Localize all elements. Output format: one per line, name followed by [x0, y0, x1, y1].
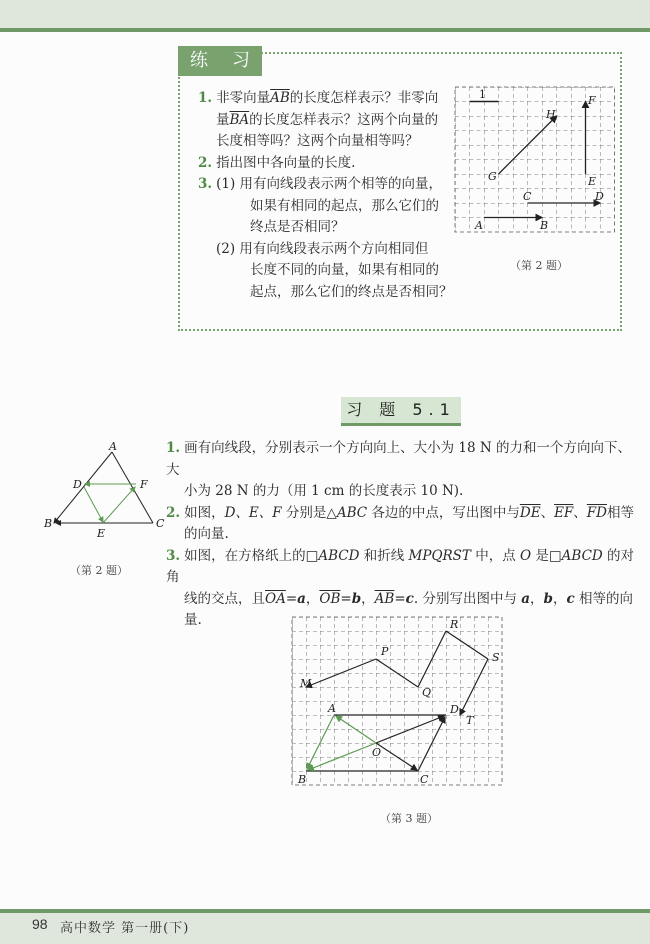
text: D、E、F — [224, 504, 282, 521]
text: 起点，那么它们的终点是否相同？ — [250, 283, 453, 300]
text: 的长度怎样表示？这两个向量的 — [249, 111, 439, 128]
text: = — [340, 590, 352, 607]
text: 相等的向 — [574, 590, 633, 607]
text: ABCD — [318, 547, 360, 564]
text: b — [543, 590, 553, 607]
vector-de: $\overline{DE}$ — [519, 504, 541, 521]
item-number: 3. — [198, 176, 213, 192]
triangle-figure — [40, 440, 170, 550]
exercise-title — [178, 46, 262, 76]
exercise-title-right: 习 — [232, 50, 250, 71]
text: 非零向量 — [216, 90, 271, 106]
svg-text:C: C — [523, 190, 532, 203]
vector-oa: $\overline{OA}$ — [265, 590, 286, 607]
sub-label: (2) — [216, 240, 236, 257]
vector-ab: $\overline{AB}$ — [374, 590, 395, 607]
exercise-grid-figure — [455, 87, 615, 237]
svg-text:R: R — [450, 618, 459, 631]
svg-text:C: C — [156, 517, 165, 530]
svg-text:B: B — [298, 773, 307, 786]
item-number: 2. — [198, 154, 213, 171]
text: 的对角 — [166, 547, 635, 585]
vector-ab: $\overline{AB}$ — [270, 90, 290, 106]
text: 是□ — [531, 547, 562, 564]
svg-text:B: B — [44, 517, 53, 530]
vector-ob: $\overline{OB}$ — [319, 590, 341, 607]
text: 、 — [540, 504, 555, 521]
book-title: 高中数学 第一册(下) — [60, 921, 190, 936]
text: b — [351, 590, 362, 607]
text: 的长度怎样表示？非零向 — [289, 90, 439, 106]
svg-text:F: F — [140, 478, 148, 491]
header-band — [0, 0, 650, 28]
svg-text:A: A — [475, 219, 483, 232]
triangle-caption: （第 2 题） — [70, 564, 128, 577]
text: 中，点 — [470, 547, 521, 564]
text: ABC — [336, 504, 368, 521]
text: c — [405, 590, 414, 607]
text: 长度不同的向量，如果有相同的 — [250, 262, 439, 278]
svg-text:O: O — [372, 746, 382, 759]
svg-text:D: D — [73, 478, 82, 491]
text: 分别是△ — [281, 504, 337, 521]
text: c — [566, 590, 575, 607]
svg-text:F: F — [588, 94, 596, 107]
text: = — [394, 590, 406, 607]
text: ， — [361, 590, 375, 607]
item-number: 1. — [166, 440, 181, 456]
text: MPQRST — [408, 547, 471, 564]
text: 用有向线段表示两个相等的向量， — [239, 176, 443, 192]
text: O — [520, 547, 532, 564]
text: a — [521, 590, 530, 607]
svg-text:B: B — [540, 219, 549, 232]
svg-text:A: A — [328, 702, 336, 715]
text: 线的交点，且 — [184, 590, 265, 607]
vector-ef: $\overline{EF}$ — [554, 504, 574, 521]
vector-fd: $\overline{FD}$ — [586, 504, 607, 521]
text: 小为 28 N 的力（用 1 cm 的长度表示 10 N). — [184, 483, 464, 499]
text: ， — [305, 590, 320, 607]
svg-text:E: E — [97, 527, 106, 540]
svg-text:A: A — [109, 440, 117, 453]
text: ABCD — [561, 547, 603, 564]
text: a — [297, 590, 306, 607]
text: 如果有相同的起点，那么它们的 — [250, 197, 439, 214]
sub-label: (1) — [216, 176, 236, 192]
header-rule — [0, 28, 650, 32]
text: = — [285, 590, 298, 607]
svg-text:Q: Q — [422, 686, 432, 699]
vector-ba: $\overline{BA}$ — [229, 111, 250, 128]
svg-text:G: G — [488, 170, 497, 183]
item-number: 3. — [166, 547, 181, 564]
text: 量. — [184, 612, 202, 628]
text: 的向量. — [184, 526, 229, 542]
text: . 分别写出图中与 — [413, 590, 522, 607]
text: 各边的中点，写出图中与 — [367, 504, 520, 521]
svg-text:M: M — [300, 677, 312, 690]
svg-text:1: 1 — [479, 88, 486, 101]
svg-text:H: H — [546, 108, 556, 121]
svg-text:D: D — [595, 190, 604, 203]
text: 、 — [573, 504, 587, 521]
svg-text:S: S — [492, 651, 500, 664]
section-title: 习 题 5.1 — [341, 397, 461, 426]
text: ， — [552, 590, 567, 607]
problem-list — [166, 438, 636, 632]
exercise-figure-caption: （第 2 题） — [510, 259, 568, 272]
text: 长度相等吗？这两个向量相等吗？ — [216, 133, 419, 149]
item-number: 2. — [166, 504, 181, 521]
svg-text:T: T — [466, 714, 474, 727]
text: ， — [530, 590, 544, 607]
text: 如图， — [184, 504, 225, 521]
grid-caption: （第 3 题） — [380, 812, 438, 825]
svg-text:C: C — [420, 773, 429, 786]
text: 量 — [216, 111, 230, 128]
text: 终点是否相同？ — [250, 219, 345, 235]
page-number: 98 — [32, 916, 48, 932]
item-number: 1. — [198, 90, 213, 106]
parallelogram-grid-figure — [292, 617, 512, 789]
exercise-item-1 — [198, 88, 458, 303]
text: 和折线 — [359, 547, 409, 564]
exercise-title-left: 练 — [190, 50, 208, 71]
text: 相等 — [607, 504, 634, 521]
svg-text:D: D — [450, 703, 459, 716]
svg-text:E: E — [588, 175, 597, 188]
text: 用有向线段表示两个方向相同但 — [239, 240, 429, 257]
text: 如图，在方格纸上的□ — [184, 547, 319, 564]
text: 画有向线段，分别表示一个方向向上、大小为 18 N 的力和一个方向向下、大 — [166, 440, 631, 478]
text: 指出图中各向量的长度. — [216, 154, 356, 171]
svg-text:P: P — [381, 645, 389, 658]
